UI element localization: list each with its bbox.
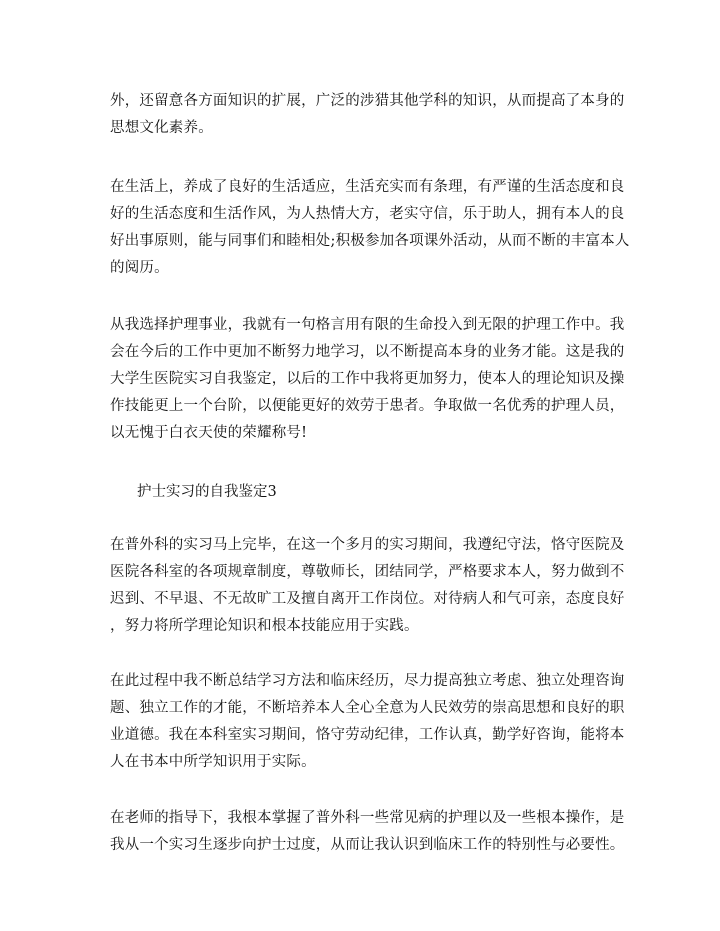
text-line: 在生活上，养成了良好的生活适应，生活充实而有条理，有严谨的生活态度和良 (110, 179, 625, 195)
text-line: 以无愧于白衣天使的荣耀称号! (110, 425, 308, 441)
paragraph-life (110, 174, 630, 282)
text-line: 业道德。我在本科室实习期间，恪守劳动纪律，工作认真，勤学好咨询，能将本 (110, 727, 625, 743)
text-line: 外，还留意各方面知识的扩展，广泛的涉猎其他学科的知识，从而提高了本身的 (110, 93, 625, 109)
text-line: ，努力将所学理论知识和根本技能应用于实践。 (110, 618, 419, 634)
text-line: 迟到、不早退、不无故旷工及擅自离开工作岗位。对待病人和气可亲，态度良好 (110, 591, 625, 607)
text-line: 在老师的指导下，我根本掌握了普外科一些常见病的护理以及一些根本操作，是 (110, 810, 625, 826)
text-line: 我从一个实习生逐步向护士过度，从而让我认识到临床工作的特别性与必要性。 (110, 837, 625, 853)
text-line: 好的生活态度和生活作风，为人热情大方，老实守信，乐于助人，拥有本人的良 (110, 206, 625, 222)
section-heading: 护士实习的自我鉴定3 (137, 484, 277, 500)
paragraph-guidance (110, 805, 625, 859)
paragraph-knowledge (110, 88, 625, 142)
text-line: 人在书本中所学知识用于实际。 (110, 754, 316, 770)
text-line: 题、独立工作的才能，不断培养本人全心全意为人民效劳的崇高思想和良好的职 (110, 700, 625, 716)
text-line: 思想文化素养。 (110, 120, 213, 136)
text-line: 会在今后的工作中更加不断努力地学习，以不断提高本身的业务才能。这是我的 (110, 344, 625, 360)
text-line: 大学生医院实习自我鉴定，以后的工作中我将更加努力，使本人的理论知识及操 (110, 371, 625, 387)
text-line: 作技能更上一个台阶，以便能更好的效劳于患者。争取做一名优秀的护理人员， (110, 398, 625, 414)
text-line: 在此过程中我不断总结学习方法和临床经历，尽力提高独立考虑、独立处理咨询 (110, 673, 625, 689)
text-line: 好出事原则，能与同事们和睦相处;积极参加各项课外活动，从而不断的丰富本人 (110, 233, 630, 249)
text-line: 医院各科室的各项规章制度，尊敬师长，团结同学，严格要求本人，努力做到不 (110, 564, 625, 580)
paragraph-career (110, 312, 625, 447)
paragraph-process (110, 668, 625, 776)
text-line: 从我选择护理事业，我就有一句格言用有限的生命投入到无限的护理工作中。我 (110, 317, 625, 333)
paragraph-internship (110, 532, 625, 640)
text-line: 在普外科的实习马上完毕，在这一个多月的实习期间，我遵纪守法，恪守医院及 (110, 537, 625, 553)
text-line: 的阅历。 (110, 260, 169, 276)
